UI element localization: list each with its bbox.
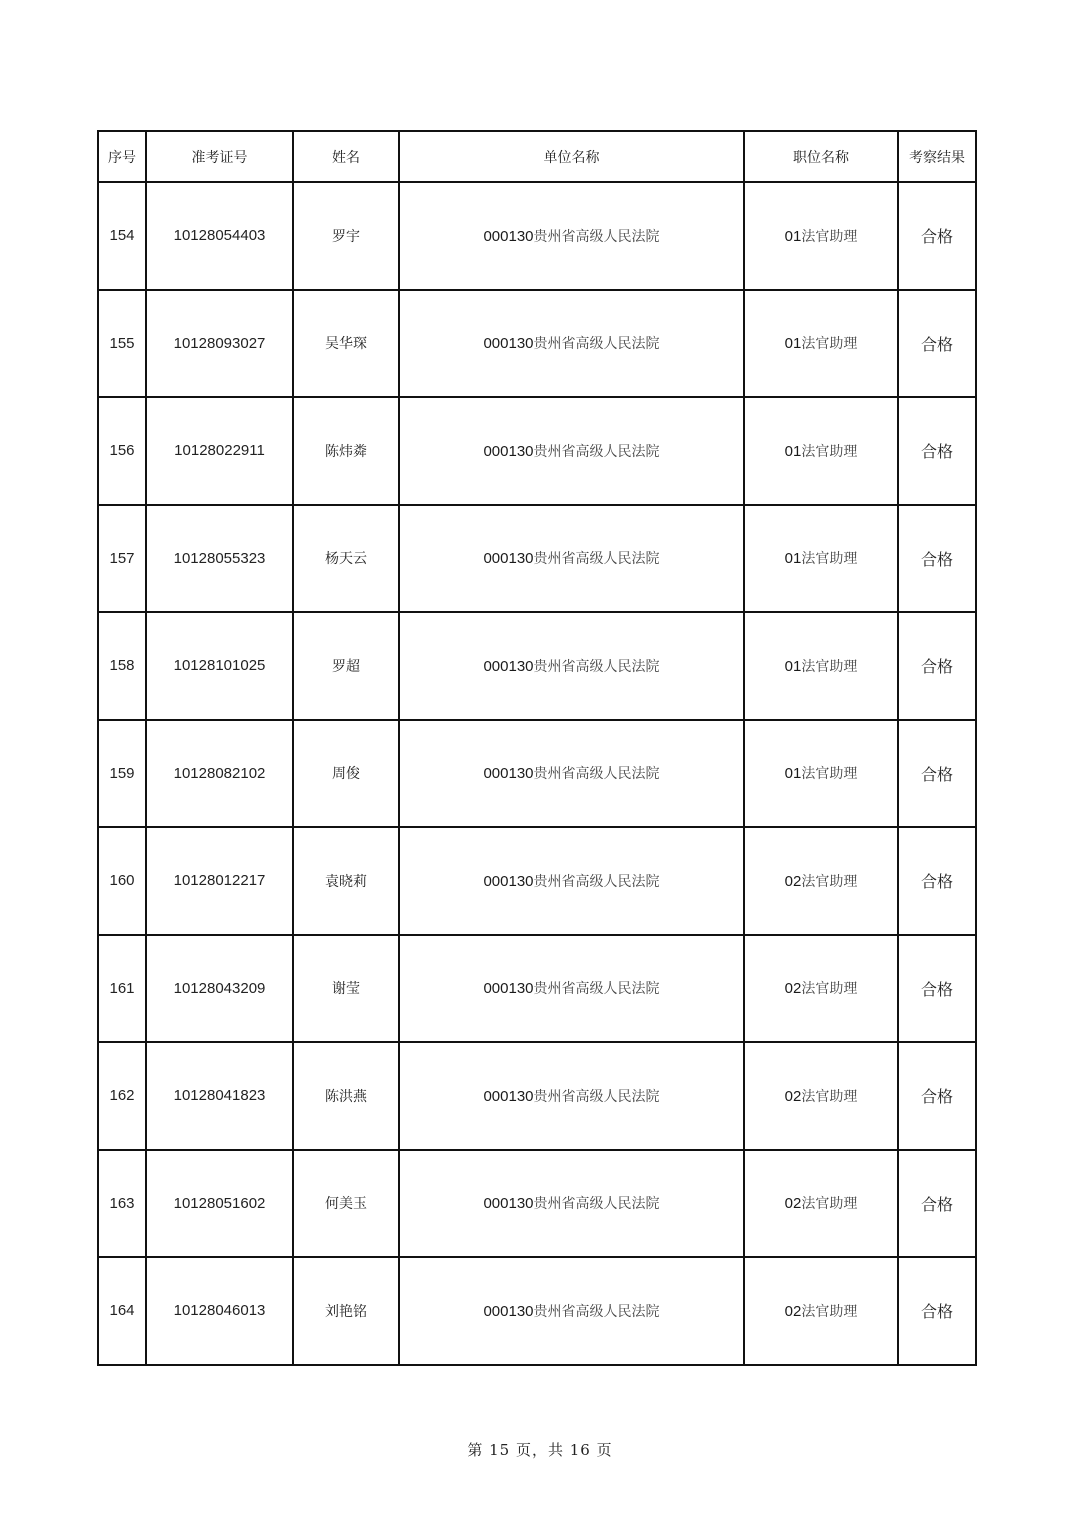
- results-table: [97, 130, 977, 1366]
- table-row: [98, 397, 976, 505]
- cell-result: 合格: [898, 720, 976, 828]
- header-exam-id: 准考证号: [146, 131, 293, 182]
- cell-unit: 000130贵州省高级人民法院: [399, 182, 744, 290]
- table-row: [98, 1150, 976, 1258]
- table-row: [98, 505, 976, 613]
- cell-exam-id: 10128082102: [146, 720, 293, 828]
- cell-position: 01法官助理: [744, 612, 898, 720]
- cell-name: 吴华琛: [293, 290, 399, 398]
- cell-position: 02法官助理: [744, 1257, 898, 1365]
- cell-position: 02法官助理: [744, 827, 898, 935]
- header-position: 职位名称: [744, 131, 898, 182]
- cell-exam-id: 10128012217: [146, 827, 293, 935]
- cell-position: 01法官助理: [744, 290, 898, 398]
- cell-exam-id: 10128043209: [146, 935, 293, 1043]
- cell-name: 陈炜粦: [293, 397, 399, 505]
- cell-position: 01法官助理: [744, 397, 898, 505]
- cell-exam-id: 10128093027: [146, 290, 293, 398]
- cell-name: 杨天云: [293, 505, 399, 613]
- cell-unit: 000130贵州省高级人民法院: [399, 1042, 744, 1150]
- cell-exam-id: 10128046013: [146, 1257, 293, 1365]
- cell-unit: 000130贵州省高级人民法院: [399, 935, 744, 1043]
- cell-unit: 000130贵州省高级人民法院: [399, 397, 744, 505]
- cell-name: 周俊: [293, 720, 399, 828]
- cell-unit: 000130贵州省高级人民法院: [399, 1150, 744, 1258]
- cell-seq: 160: [98, 827, 146, 935]
- cell-unit: 000130贵州省高级人民法院: [399, 1257, 744, 1365]
- cell-exam-id: 10128054403: [146, 182, 293, 290]
- cell-name: 陈洪燕: [293, 1042, 399, 1150]
- cell-exam-id: 10128051602: [146, 1150, 293, 1258]
- cell-name: 罗超: [293, 612, 399, 720]
- cell-result: 合格: [898, 935, 976, 1043]
- cell-seq: 162: [98, 1042, 146, 1150]
- cell-seq: 157: [98, 505, 146, 613]
- cell-result: 合格: [898, 290, 976, 398]
- cell-result: 合格: [898, 397, 976, 505]
- header-name: 姓名: [293, 131, 399, 182]
- cell-unit: 000130贵州省高级人民法院: [399, 612, 744, 720]
- cell-seq: 156: [98, 397, 146, 505]
- cell-position: 01法官助理: [744, 720, 898, 828]
- cell-position: 02法官助理: [744, 935, 898, 1043]
- cell-name: 罗宇: [293, 182, 399, 290]
- header-seq: 序号: [98, 131, 146, 182]
- cell-exam-id: 10128101025: [146, 612, 293, 720]
- cell-seq: 163: [98, 1150, 146, 1258]
- cell-exam-id: 10128055323: [146, 505, 293, 613]
- page-number: 第 15 页，共 16 页: [467, 1441, 613, 1459]
- table-row: [98, 1042, 976, 1150]
- table-row: [98, 612, 976, 720]
- table-row: [98, 720, 976, 828]
- cell-seq: 158: [98, 612, 146, 720]
- cell-position: 01法官助理: [744, 505, 898, 613]
- cell-unit: 000130贵州省高级人民法院: [399, 720, 744, 828]
- cell-unit: 000130贵州省高级人民法院: [399, 505, 744, 613]
- cell-unit: 000130贵州省高级人民法院: [399, 827, 744, 935]
- cell-name: 刘艳铭: [293, 1257, 399, 1365]
- cell-position: 02法官助理: [744, 1150, 898, 1258]
- cell-seq: 161: [98, 935, 146, 1043]
- table-row: [98, 182, 976, 290]
- cell-result: 合格: [898, 1042, 976, 1150]
- cell-exam-id: 10128041823: [146, 1042, 293, 1150]
- cell-name: 谢莹: [293, 935, 399, 1043]
- header-result: 考察结果: [898, 131, 976, 182]
- cell-seq: 154: [98, 182, 146, 290]
- cell-result: 合格: [898, 505, 976, 613]
- cell-position: 01法官助理: [744, 182, 898, 290]
- cell-result: 合格: [898, 1150, 976, 1258]
- cell-position: 02法官助理: [744, 1042, 898, 1150]
- table-row: [98, 827, 976, 935]
- table-header-row: [98, 131, 976, 182]
- cell-result: 合格: [898, 612, 976, 720]
- cell-unit: 000130贵州省高级人民法院: [399, 290, 744, 398]
- cell-name: 何美玉: [293, 1150, 399, 1258]
- table-row: [98, 290, 976, 398]
- table-row: [98, 1257, 976, 1365]
- cell-seq: 164: [98, 1257, 146, 1365]
- table-row: [98, 935, 976, 1043]
- cell-seq: 159: [98, 720, 146, 828]
- header-unit: 单位名称: [399, 131, 744, 182]
- cell-exam-id: 10128022911: [146, 397, 293, 505]
- cell-result: 合格: [898, 827, 976, 935]
- cell-seq: 155: [98, 290, 146, 398]
- cell-result: 合格: [898, 182, 976, 290]
- cell-name: 袁晓莉: [293, 827, 399, 935]
- cell-result: 合格: [898, 1257, 976, 1365]
